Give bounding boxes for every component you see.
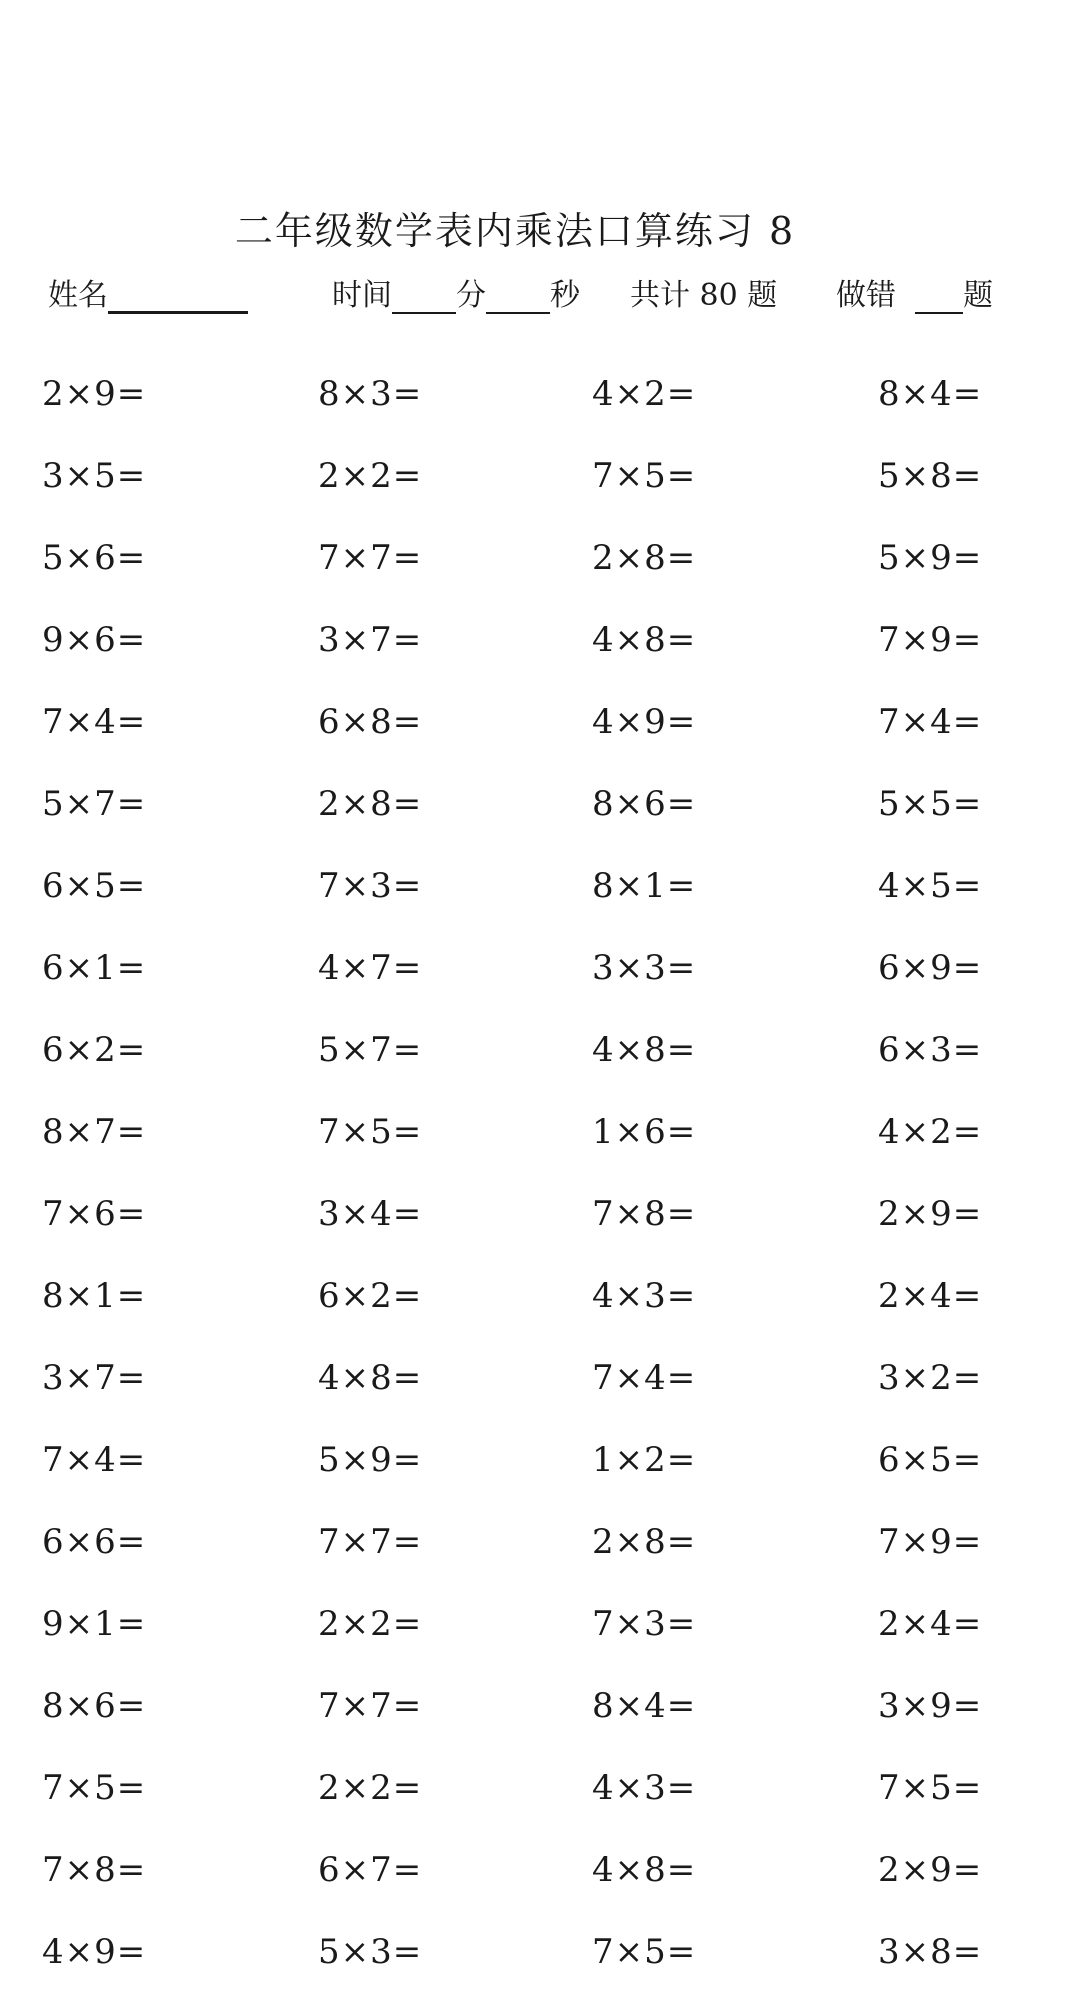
minute-label: 分 — [456, 278, 486, 313]
multiplication-problem[interactable]: 7×7= — [318, 538, 423, 578]
multiplication-problem[interactable]: 6×8= — [318, 702, 423, 742]
multiplication-problem[interactable]: 7×6= — [42, 1194, 147, 1234]
multiplication-problem[interactable]: 6×1= — [42, 948, 147, 988]
problem-row — [0, 852, 1080, 934]
multiplication-problem[interactable]: 2×2= — [318, 1604, 423, 1644]
multiplication-problem[interactable]: 4×9= — [592, 702, 697, 742]
multiplication-problem[interactable]: 7×4= — [878, 702, 983, 742]
multiplication-problem[interactable]: 8×1= — [592, 866, 697, 906]
multiplication-problem[interactable]: 4×7= — [318, 948, 423, 988]
multiplication-problem[interactable]: 7×5= — [318, 1112, 423, 1152]
multiplication-problem[interactable]: 4×9= — [42, 1932, 147, 1972]
multiplication-problem[interactable]: 7×4= — [592, 1358, 697, 1398]
problem-row — [0, 524, 1080, 606]
multiplication-problem[interactable]: 4×2= — [878, 1112, 983, 1152]
multiplication-problem[interactable]: 4×8= — [592, 1850, 697, 1890]
multiplication-problem[interactable]: 3×7= — [42, 1358, 147, 1398]
multiplication-problem[interactable]: 1×2= — [592, 1440, 697, 1480]
problem-row — [0, 1016, 1080, 1098]
multiplication-problem[interactable]: 7×8= — [592, 1194, 697, 1234]
multiplication-problem[interactable]: 5×5= — [878, 784, 983, 824]
multiplication-problem[interactable]: 6×3= — [878, 1030, 983, 1070]
multiplication-problem[interactable]: 2×4= — [878, 1276, 983, 1316]
total-count: 共计 80 题 — [630, 278, 778, 313]
multiplication-problem[interactable]: 2×8= — [318, 784, 423, 824]
multiplication-problem[interactable]: 6×7= — [318, 1850, 423, 1890]
name-field — [48, 270, 248, 314]
multiplication-problem[interactable]: 2×9= — [878, 1194, 983, 1234]
multiplication-problem[interactable]: 3×3= — [592, 948, 697, 988]
multiplication-problem[interactable]: 9×6= — [42, 620, 147, 660]
wrong-unit: 题 — [963, 278, 994, 313]
problem-row — [0, 1344, 1080, 1426]
time-field — [332, 270, 580, 314]
wrong-label: 做错 — [836, 278, 896, 313]
multiplication-problem[interactable]: 7×7= — [318, 1522, 423, 1562]
name-blank[interactable] — [108, 281, 248, 314]
multiplication-problem[interactable]: 5×7= — [318, 1030, 423, 1070]
multiplication-problem[interactable]: 8×6= — [592, 784, 697, 824]
wrong-field — [836, 270, 993, 314]
multiplication-problem[interactable]: 6×5= — [878, 1440, 983, 1480]
problem-row — [0, 1426, 1080, 1508]
multiplication-problem[interactable]: 9×1= — [42, 1604, 147, 1644]
minute-blank[interactable] — [392, 282, 456, 314]
multiplication-problem[interactable]: 1×6= — [592, 1112, 697, 1152]
worksheet-title: 二年级数学表内乘法口算练习 8 — [234, 209, 796, 253]
multiplication-problem[interactable]: 6×2= — [318, 1276, 423, 1316]
second-label: 秒 — [550, 278, 580, 313]
problem-row — [0, 606, 1080, 688]
problem-row — [0, 934, 1080, 1016]
problem-row — [0, 1754, 1080, 1836]
multiplication-problem[interactable]: 3×4= — [318, 1194, 423, 1234]
multiplication-problem[interactable]: 5×3= — [318, 1932, 423, 1972]
multiplication-problem[interactable]: 5×6= — [42, 538, 147, 578]
multiplication-problem[interactable]: 7×3= — [592, 1604, 697, 1644]
multiplication-problem[interactable]: 2×4= — [878, 1604, 983, 1644]
multiplication-problem[interactable]: 8×7= — [42, 1112, 147, 1152]
multiplication-problem[interactable]: 4×3= — [592, 1768, 697, 1808]
problem-row — [0, 1836, 1080, 1918]
problem-row — [0, 688, 1080, 770]
multiplication-problem[interactable]: 6×5= — [42, 866, 147, 906]
multiplication-problem[interactable]: 8×4= — [592, 1686, 697, 1726]
multiplication-problem[interactable]: 4×2= — [592, 374, 697, 414]
multiplication-problem[interactable]: 2×9= — [42, 374, 147, 414]
wrong-blank[interactable] — [915, 282, 963, 314]
multiplication-problem[interactable]: 7×9= — [878, 1522, 983, 1562]
multiplication-problem[interactable]: 8×1= — [42, 1276, 147, 1316]
problem-grid — [0, 360, 1080, 2000]
multiplication-problem[interactable]: 4×8= — [592, 1030, 697, 1070]
multiplication-problem[interactable]: 2×8= — [592, 538, 697, 578]
multiplication-problem[interactable]: 5×9= — [318, 1440, 423, 1480]
multiplication-problem[interactable]: 6×9= — [878, 948, 983, 988]
multiplication-problem[interactable]: 8×4= — [878, 374, 983, 414]
multiplication-problem[interactable]: 7×9= — [878, 620, 983, 660]
multiplication-problem[interactable]: 7×5= — [592, 456, 697, 496]
worksheet-header — [0, 270, 1080, 314]
multiplication-problem[interactable]: 4×8= — [592, 620, 697, 660]
problem-row — [0, 1672, 1080, 1754]
problem-row — [0, 770, 1080, 852]
time-label: 时间 — [332, 278, 392, 313]
multiplication-problem[interactable]: 7×3= — [318, 866, 423, 906]
problem-row — [0, 1180, 1080, 1262]
multiplication-problem[interactable]: 3×7= — [318, 620, 423, 660]
problem-row — [0, 1098, 1080, 1180]
second-blank[interactable] — [486, 282, 550, 314]
multiplication-problem[interactable]: 7×4= — [42, 702, 147, 742]
multiplication-problem[interactable]: 8×6= — [42, 1686, 147, 1726]
multiplication-problem[interactable]: 5×7= — [42, 784, 147, 824]
multiplication-problem[interactable]: 4×5= — [878, 866, 983, 906]
multiplication-problem[interactable]: 5×9= — [878, 538, 983, 578]
multiplication-problem[interactable]: 2×8= — [592, 1522, 697, 1562]
multiplication-problem[interactable]: 4×3= — [592, 1276, 697, 1316]
multiplication-problem[interactable]: 5×8= — [878, 456, 983, 496]
multiplication-problem[interactable]: 6×2= — [42, 1030, 147, 1070]
multiplication-problem[interactable]: 2×9= — [878, 1850, 983, 1890]
multiplication-problem[interactable]: 2×2= — [318, 456, 423, 496]
multiplication-problem[interactable]: 7×5= — [42, 1768, 147, 1808]
multiplication-problem[interactable]: 7×8= — [42, 1850, 147, 1890]
multiplication-problem[interactable]: 2×2= — [318, 1768, 423, 1808]
multiplication-problem[interactable]: 8×3= — [318, 374, 423, 414]
multiplication-problem[interactable]: 3×2= — [878, 1358, 983, 1398]
problem-row — [0, 1508, 1080, 1590]
multiplication-problem[interactable]: 7×7= — [318, 1686, 423, 1726]
problem-row — [0, 1918, 1080, 2000]
problem-row — [0, 360, 1080, 442]
multiplication-problem[interactable]: 3×8= — [878, 1932, 983, 1972]
problem-row — [0, 442, 1080, 524]
multiplication-problem[interactable]: 3×9= — [878, 1686, 983, 1726]
multiplication-problem[interactable]: 7×4= — [42, 1440, 147, 1480]
multiplication-problem[interactable]: 4×8= — [318, 1358, 423, 1398]
multiplication-problem[interactable]: 3×5= — [42, 456, 147, 496]
problem-row — [0, 1590, 1080, 1672]
multiplication-problem[interactable]: 7×5= — [592, 1932, 697, 1972]
problem-row — [0, 1262, 1080, 1344]
name-label: 姓名 — [48, 278, 108, 313]
multiplication-problem[interactable]: 6×6= — [42, 1522, 147, 1562]
multiplication-problem[interactable]: 7×5= — [878, 1768, 983, 1808]
